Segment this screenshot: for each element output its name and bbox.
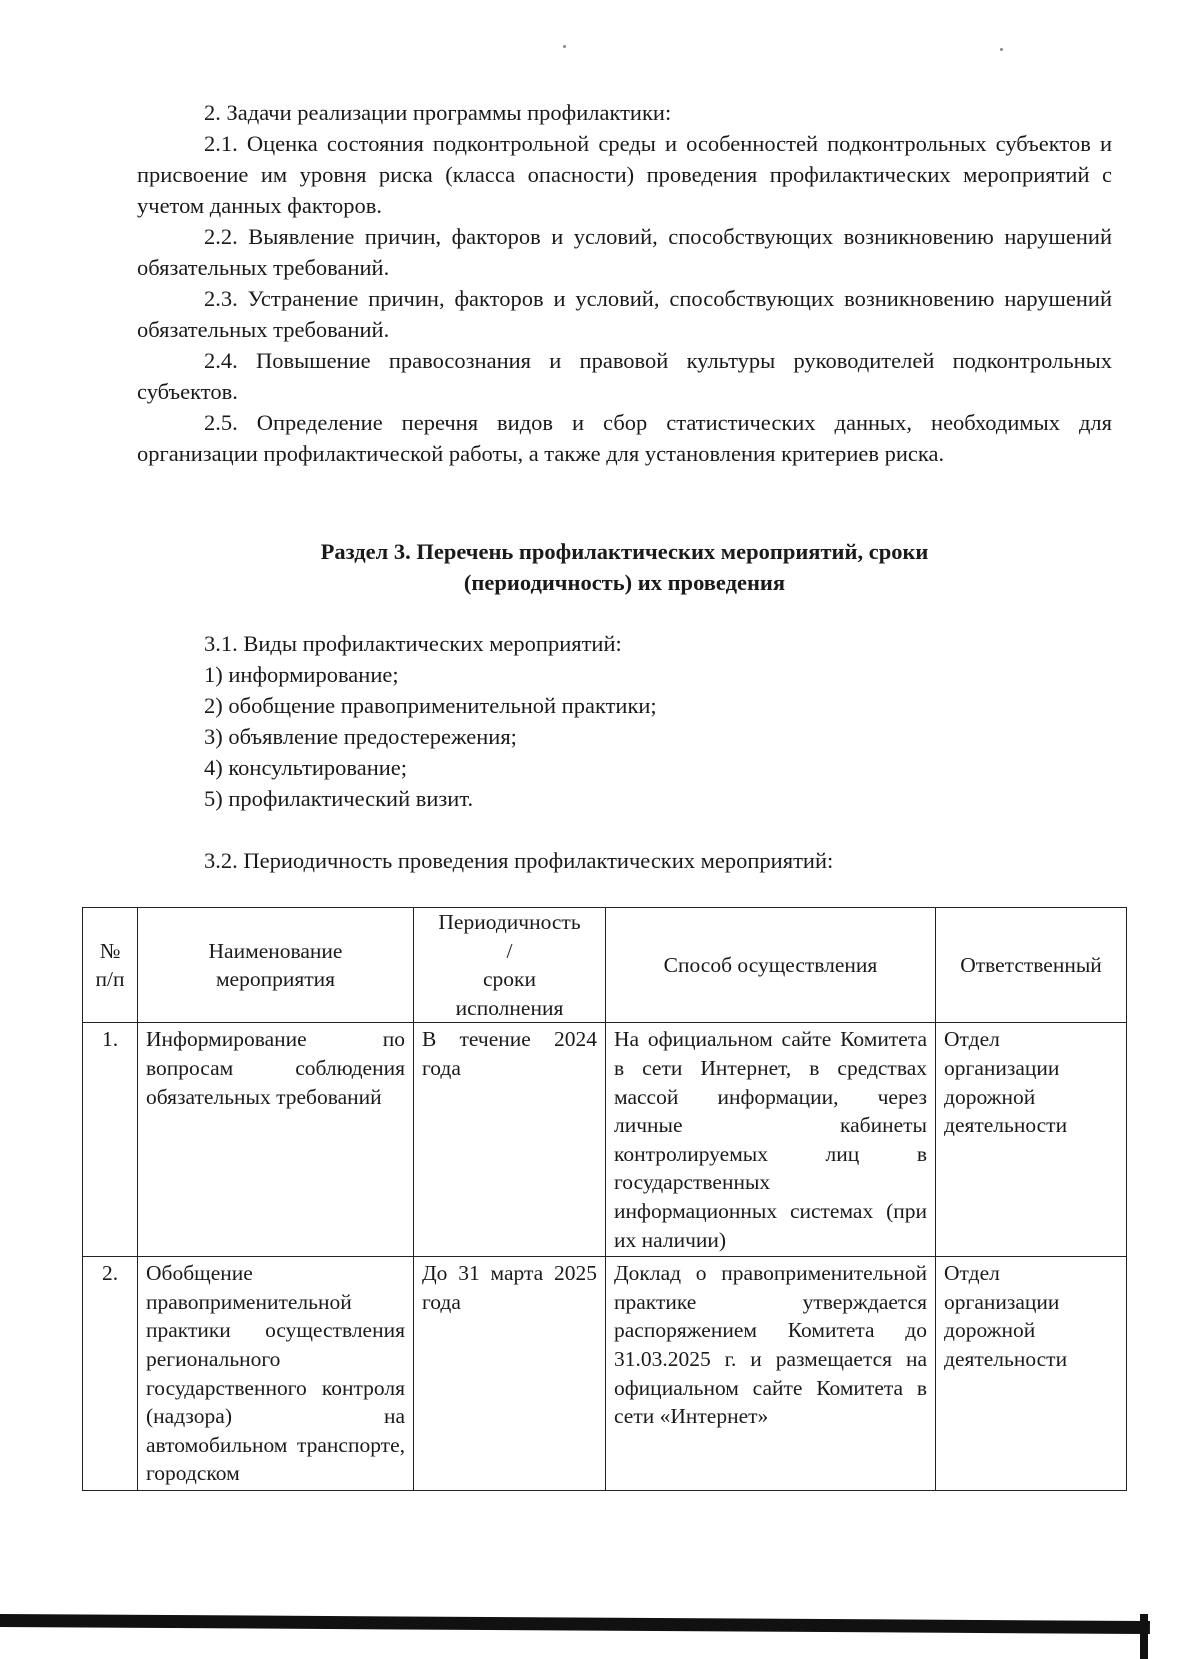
cell-num: 2. [83,1257,138,1491]
cell-method: Доклад о правоприменительной практике утверждается распоряжением Комитета до 31.03.2025 г. и размещается на официальном сайте Комитета в сети «Интернет» [606,1257,936,1491]
type-item-4: 4) консультирование; [204,755,408,780]
types-title: 3.1. Виды профилактических мероприятий: [204,631,622,656]
scan-edge-shadow [0,1614,1150,1634]
table-row [83,1023,1127,1257]
header-name: Наименование мероприятия [138,908,414,1023]
activities-table [82,907,1127,1491]
periodicity-title: 3.2. Периодичность проведения профилактических мероприятий: [204,848,834,873]
task-item-2-3: 2.3. Устранение причин, факторов и условий, способствующих возникновению нарушений обязательных требований. [137,286,1112,342]
task-item-2-1: 2.1. Оценка состояния подконтрольной среды и особенностей подконтрольных субъектов и присвоение им уровня риска (класса опасности) проведения профилактических мероприятий с учетом данных факторов. [137,131,1112,218]
type-item-1: 1) информирование; [204,662,399,687]
cell-name: Информирование по вопросам соблюдения обязательных требований [138,1023,414,1257]
section-3-heading-line2: (периодичность) их проведения [463,570,786,595]
type-item-2: 2) обобщение правоприменительной практики; [204,693,657,718]
header-period: Периодичность / сроки исполнения [414,908,606,1023]
task-item-2-5: 2.5. Определение перечня видов и сбор статистических данных, необходимых для организации профилактической работы, а также для установления критериев риска. [137,410,1112,466]
cell-responsible: Отдел организации дорожной деятельности [936,1023,1127,1257]
cell-responsible: Отдел организации дорожной деятельности [936,1257,1127,1491]
task-item-2-2: 2.2. Выявление причин, факторов и условий, способствующих возникновению нарушений обязательных требований. [137,224,1112,280]
cell-period: В течение 2024 года [414,1023,606,1257]
cell-name: Обобщение правоприменительной практики осуществления регионального государственного контроля (надзора) на автомобильном транспорте, городском [138,1257,414,1491]
header-num: № п/п [83,908,138,1023]
table-header-row [83,908,1127,1023]
cell-method: На официальном сайте Комитета в сети Интернет, в средствах массой информации, через личные кабинеты контролируемых лиц в государственных информационных системах (при их наличии) [606,1023,936,1257]
type-item-5: 5) профилактический визит. [204,786,474,811]
scan-edge-corner [1140,1614,1148,1659]
scan-speck [1000,48,1003,51]
section-3-heading-line1: Раздел 3. Перечень профилактических мероприятий, сроки [320,539,929,564]
header-responsible: Ответственный [936,908,1127,1023]
table-row [83,1257,1127,1491]
type-item-3: 3) объявление предостережения; [204,724,517,749]
tasks-title: 2. Задачи реализации программы профилактики: [204,100,672,125]
cell-period: До 31 марта 2025 года [414,1257,606,1491]
header-method: Способ осуществления [606,908,936,1023]
scan-speck [563,45,566,48]
cell-num: 1. [83,1023,138,1257]
task-item-2-4: 2.4. Повышение правосознания и правовой культуры руководителей подконтрольных субъектов. [137,348,1112,404]
